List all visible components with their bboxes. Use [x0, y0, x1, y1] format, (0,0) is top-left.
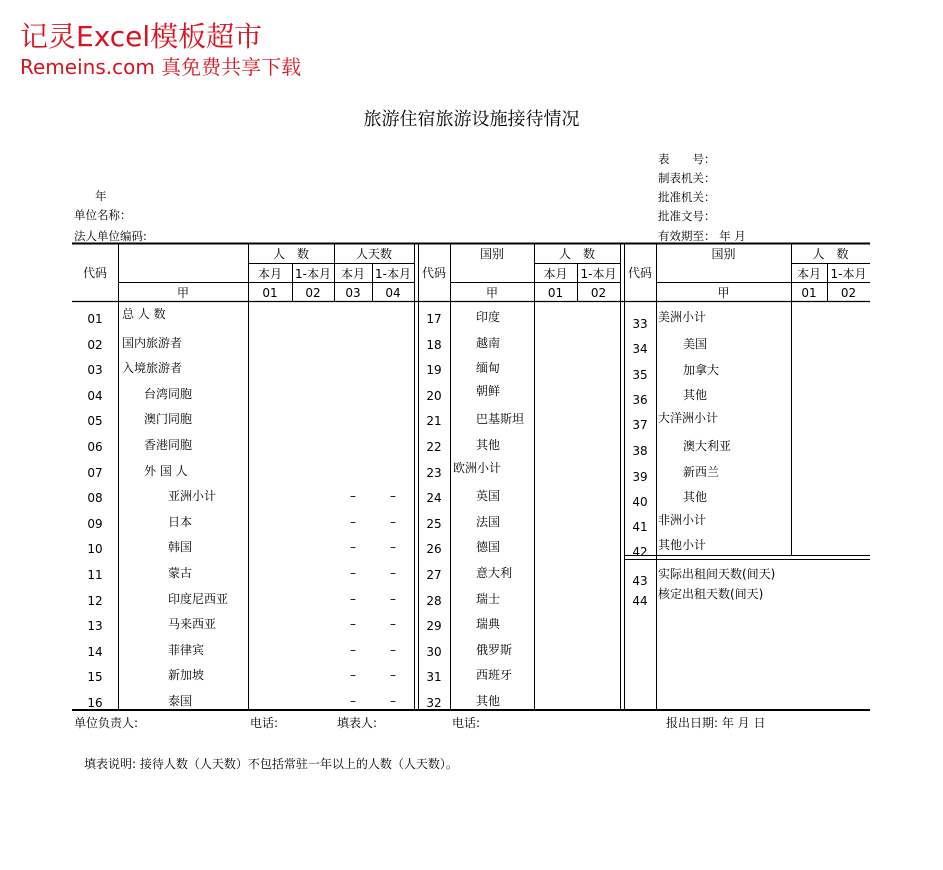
row-code: 15 — [87, 670, 103, 685]
row-code: 31 — [426, 670, 442, 685]
row-label: 日本 — [168, 514, 193, 529]
row-label: 其他小计 — [658, 538, 707, 552]
row-code: 39 — [632, 470, 648, 484]
row-label: 蒙古 — [168, 566, 193, 580]
header-col02-2: 02 — [590, 286, 607, 300]
header-country-2: 国别 — [479, 247, 504, 261]
header-persons-2: 人 数 — [558, 247, 595, 261]
row-label: 意大利 — [476, 566, 513, 580]
row-code: 30 — [426, 644, 442, 659]
row-dash-cumulative: – — [390, 566, 396, 580]
row-code: 12 — [87, 593, 103, 608]
row-label: 其他 — [476, 438, 501, 452]
meta-year: 年 — [95, 189, 107, 203]
row-dash-this-month: – — [350, 591, 356, 606]
row-label: 台湾同胞 — [144, 386, 193, 401]
meta-legal-code: 法人单位编码: — [74, 229, 147, 243]
row-code: 44 — [632, 594, 648, 608]
row-code: 23 — [426, 465, 442, 480]
row-label: 英国 — [476, 489, 501, 504]
row-label: 入境旅游者 — [122, 361, 183, 376]
page-title: 旅游住宿旅游设施接待情况 — [363, 109, 580, 130]
header-cumulative-2: 1-本月 — [580, 267, 617, 281]
row-dash-this-month: – — [350, 694, 356, 708]
row-label: 瑞典 — [476, 617, 501, 632]
row-code: 21 — [426, 414, 442, 429]
row-label: 越南 — [476, 335, 501, 350]
row-code: 02 — [87, 337, 103, 352]
row-dash-this-month: – — [350, 617, 356, 632]
row-dash-this-month: – — [350, 540, 356, 555]
header-col02-3: 02 — [840, 286, 857, 300]
row-dash-this-month: – — [350, 668, 356, 683]
row-code: 17 — [426, 312, 442, 326]
meta-issuer: 制表机关： — [658, 171, 716, 185]
row-dash-cumulative: – — [390, 591, 396, 606]
header-col01-2: 01 — [547, 286, 564, 300]
watermark-line-2: Remeins.com 真免费共享下载 — [20, 55, 302, 79]
header-person-days: 人天数 — [355, 247, 392, 261]
footer-filler: 填表人: — [337, 716, 378, 730]
row-label: 印度 — [476, 310, 501, 324]
row-dash-cumulative: – — [390, 668, 396, 683]
meta-approval-no: 批准文号： — [658, 209, 716, 223]
row-dash-cumulative: – — [390, 694, 396, 708]
row-code: 18 — [426, 337, 442, 352]
header-persons-1: 人 数 — [272, 247, 309, 261]
row-label: 澳大利亚 — [683, 439, 732, 453]
meta-unit-name: 单位名称： — [74, 208, 132, 222]
row-code: 42 — [632, 545, 648, 559]
row-code: 09 — [87, 516, 103, 531]
row-code: 41 — [632, 520, 648, 534]
row-code: 28 — [426, 593, 442, 608]
row-dash-this-month: – — [350, 642, 356, 657]
row-label: 新西兰 — [683, 465, 720, 479]
row-label: 加拿大 — [683, 363, 720, 377]
row-label: 国内旅游者 — [122, 335, 183, 350]
footer-phone-1: 电话: — [250, 716, 279, 730]
row-label: 其他 — [683, 490, 708, 504]
header-col01-1: 01 — [262, 286, 278, 300]
row-dash-cumulative: – — [390, 514, 396, 529]
footer-report-date: 报出日期: 年 月 日 — [666, 716, 766, 730]
row-label: 其他 — [476, 694, 501, 708]
meta-table-no: 表 号： — [658, 152, 716, 166]
header-col01-3: 01 — [801, 286, 817, 300]
row-label: 外 国 人 — [144, 463, 188, 478]
row-code: 32 — [426, 696, 442, 710]
row-code: 27 — [426, 568, 442, 582]
row-label: 香港同胞 — [144, 438, 193, 452]
row-dash-cumulative: – — [390, 540, 396, 555]
header-jia-1: 甲 — [176, 286, 189, 300]
header-persons-3: 人 数 — [812, 247, 849, 261]
row-label: 新加坡 — [168, 668, 205, 683]
header-this-month-3: 本月 — [796, 267, 821, 281]
row-code: 19 — [426, 363, 442, 378]
row-label: 欧洲小计 — [453, 460, 502, 475]
row-label: 法国 — [476, 514, 501, 529]
row-label: 马来西亚 — [168, 617, 217, 632]
header-code-2: 代码 — [421, 266, 446, 280]
meta-approver: 批准机关： — [658, 190, 716, 204]
row-code: 07 — [87, 465, 103, 480]
row-label: 德国 — [476, 540, 501, 555]
row-label: 瑞士 — [476, 591, 501, 606]
row-label: 西班牙 — [476, 668, 513, 683]
row-code: 26 — [426, 542, 442, 557]
row-label: 澳门同胞 — [144, 412, 193, 427]
row-dash-this-month: – — [350, 489, 356, 504]
header-this-month-2: 本月 — [543, 267, 568, 281]
row-code: 35 — [632, 368, 648, 382]
footer-phone-2: 电话: — [452, 716, 481, 730]
footer-responsible: 单位负责人: — [74, 716, 139, 730]
row-label: 其他 — [683, 388, 708, 402]
row-label: 朝鲜 — [476, 383, 501, 398]
row-code: 43 — [632, 574, 648, 588]
header-col03: 03 — [345, 286, 361, 300]
row-dash-cumulative: – — [390, 642, 396, 657]
row-label: 实际出租间天数(间天) — [658, 567, 776, 581]
row-code: 33 — [632, 317, 648, 331]
header-code-1: 代码 — [82, 266, 107, 280]
row-label: 泰国 — [168, 694, 193, 708]
watermark-line-1: 记灵Excel模板超市 — [20, 20, 263, 53]
row-label: 巴基斯坦 — [476, 412, 525, 427]
row-label: 美洲小计 — [658, 310, 707, 324]
row-label: 美国 — [683, 337, 708, 351]
row-code: 25 — [426, 516, 442, 531]
meta-valid-until: 有效期至： 年 月 — [658, 229, 746, 243]
row-code: 16 — [87, 696, 103, 710]
row-code: 20 — [426, 388, 442, 403]
row-code: 40 — [632, 495, 648, 509]
row-label: 亚洲小计 — [168, 489, 217, 504]
row-dash-this-month: – — [350, 566, 356, 580]
row-label: 核定出租天数(间天) — [658, 587, 764, 601]
row-code: 08 — [87, 491, 103, 506]
row-code: 03 — [87, 363, 103, 378]
row-code: 37 — [632, 418, 648, 432]
row-dash-this-month: – — [350, 514, 356, 529]
header-jia-2: 甲 — [485, 286, 498, 300]
header-col02-1: 02 — [305, 286, 321, 300]
row-label: 大洋洲小计 — [658, 411, 719, 425]
row-code: 01 — [87, 312, 103, 326]
row-code: 14 — [87, 644, 103, 659]
row-code: 24 — [426, 491, 442, 506]
row-label: 非洲小计 — [658, 513, 707, 527]
row-label: 俄罗斯 — [476, 642, 513, 657]
header-country-3: 国别 — [711, 247, 736, 261]
row-code: 29 — [426, 619, 442, 634]
row-label: 总 人 数 — [122, 307, 166, 321]
row-code: 34 — [632, 342, 648, 356]
header-this-month-1: 本月 — [257, 267, 282, 281]
row-code: 04 — [87, 388, 103, 403]
row-code: 06 — [87, 440, 103, 454]
row-dash-cumulative: – — [390, 489, 396, 504]
row-code: 11 — [87, 568, 103, 582]
row-code: 13 — [87, 619, 103, 634]
header-this-month-days: 本月 — [340, 267, 365, 281]
header-code-3: 代码 — [627, 266, 652, 280]
fill-instructions: 填表说明: 接待人数（人天数）不包括常驻一年以上的人数（人天数）。 — [84, 757, 458, 771]
header-cumulative-3: 1-本月 — [830, 267, 867, 281]
header-jia-3: 甲 — [717, 286, 730, 300]
header-cumulative-1: 1-本月 — [295, 267, 331, 281]
row-code: 05 — [87, 414, 103, 429]
row-label: 韩国 — [168, 540, 193, 555]
row-code: 36 — [632, 393, 648, 407]
row-label: 缅甸 — [476, 361, 501, 376]
row-code: 38 — [632, 444, 648, 458]
row-label: 印度尼西亚 — [168, 591, 229, 606]
header-cumulative-days: 1-本月 — [375, 267, 411, 281]
header-col04: 04 — [385, 286, 401, 300]
row-label: 菲律宾 — [168, 642, 205, 657]
row-dash-cumulative: – — [390, 617, 396, 632]
row-code: 22 — [426, 440, 442, 454]
row-code: 10 — [87, 542, 103, 557]
